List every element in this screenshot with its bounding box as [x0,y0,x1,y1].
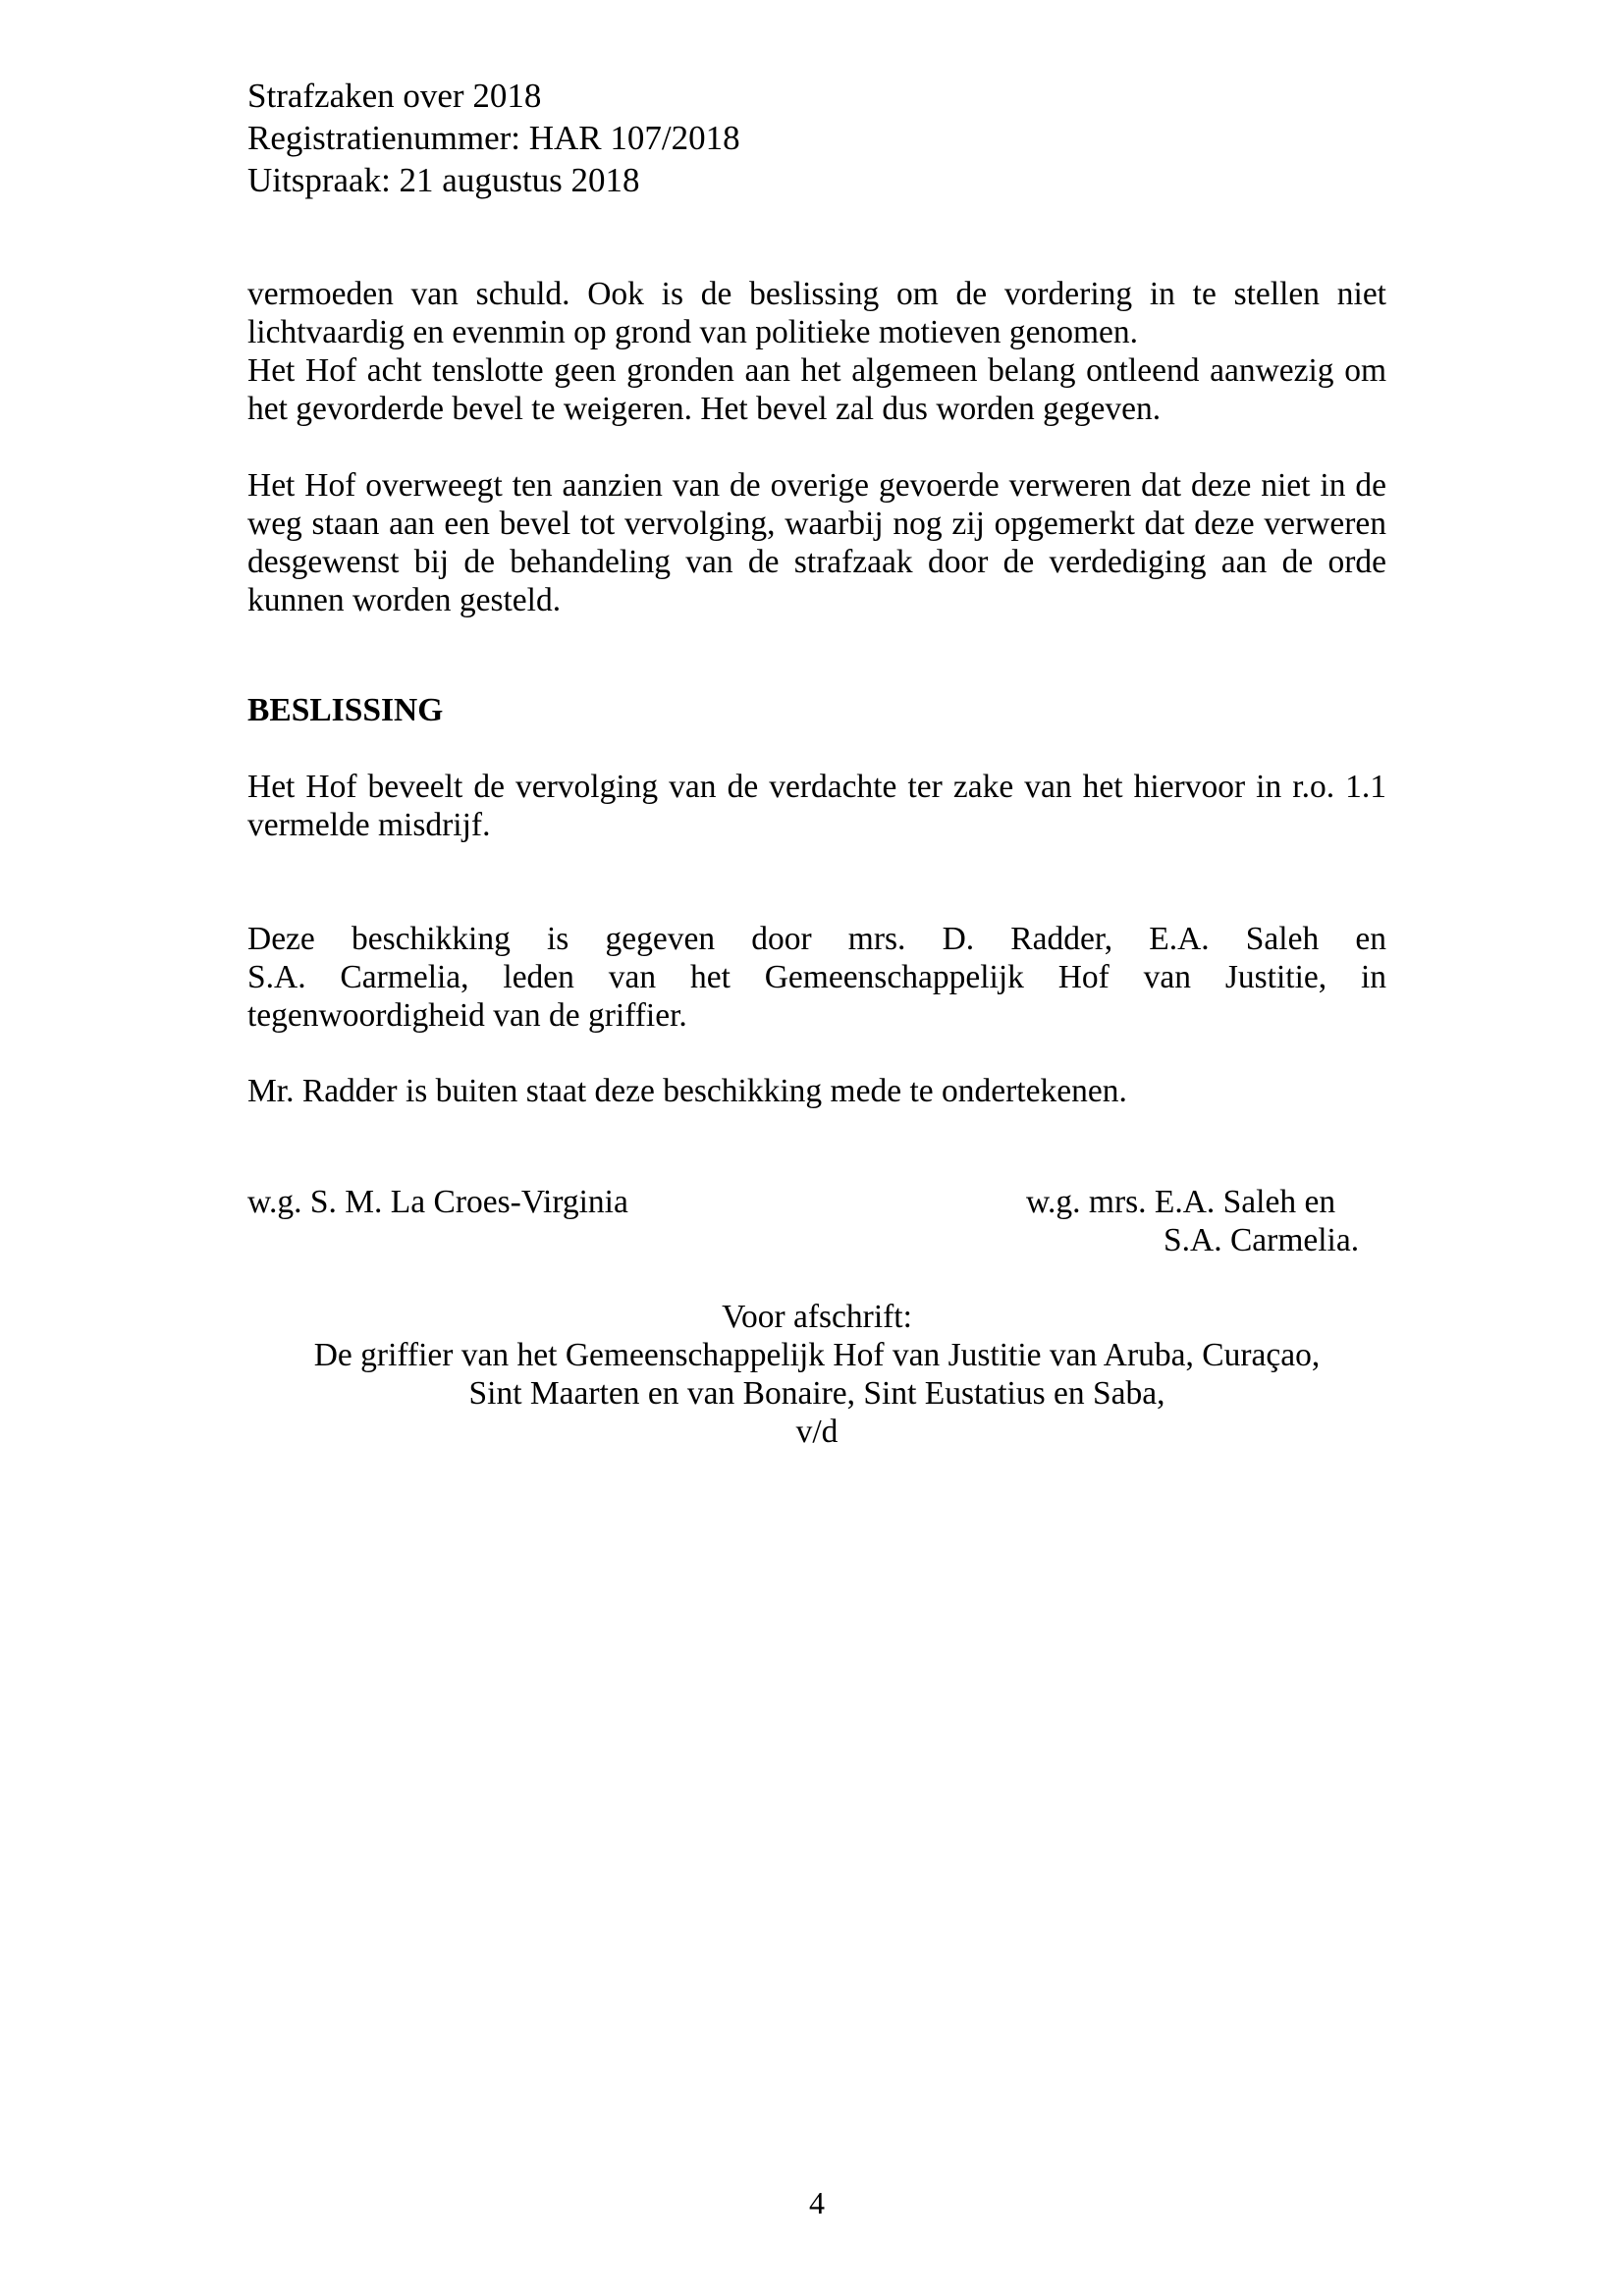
document-header [247,75,740,201]
paragraph-line: het gevorderde bevel te weigeren. Het bevel zal dus worden gegeven. [247,391,1162,427]
header-registration-number: Registratienummer: HAR 107/2018 [247,119,740,157]
paragraph-public-interest [247,351,1386,428]
court-composition [247,920,1386,1035]
page-number: 4 [809,2185,825,2220]
paragraph-line: kunnen worden gesteld. [247,582,562,618]
signing-note [247,1072,1386,1110]
copy-notice-line: Sint Maarten en van Bonaire, Sint Eustatius en Saba, [468,1375,1165,1412]
decision-text [247,768,1386,844]
paragraph-line: tegenwoordigheid van de griffier. [247,997,687,1034]
paragraph-line: Deze beschikking is gegeven door mrs. D. Radder, E.A. Saleh en [247,921,1386,957]
copy-notice-line: v/d [795,1414,839,1450]
paragraph-line: Het Hof acht tenslotte geen gronden aan het algemeen belang ontleend aanwezig om [247,352,1386,389]
copy-notice-line: De griffier van het Gemeenschappelijk Hof van Justitie van Aruba, Curaçao, [313,1337,1321,1373]
signature-line: w.g. mrs. E.A. Saleh en [1026,1184,1336,1220]
paragraph-line: vermelde misdrijf. [247,807,491,843]
paragraph-suspicion [247,275,1386,351]
clerk-signature: w.g. S. M. La Croes-Virginia [247,1184,628,1220]
copy-notice [247,1298,1386,1451]
signature-line: S.A. Carmelia. [1164,1222,1360,1258]
paragraph-line: vermoeden van schuld. Ook is de beslissing om de vordering in te stellen niet [247,276,1386,312]
paragraph-line: lichtvaardig en evenmin op grond van politieke motieven genomen. [247,314,1139,350]
paragraph-line: S.A. Carmelia, leden van het Gemeenschappelijk Hof van Justitie, in [247,959,1386,995]
header-ruling-date: Uitspraak: 21 augustus 2018 [247,161,640,199]
paragraph-line: weg staan aan een bevel tot vervolging, waarbij nog zij opgemerkt dat deze verweren [247,506,1386,542]
copy-notice-title: Voor afschrift: [722,1299,912,1335]
paragraph-defenses [247,466,1386,619]
paragraph-line: desgewenst bij de behandeling van de strafzaak door de verdediging aan de orde [247,544,1386,580]
paragraph-line: Het Hof beveelt de vervolging van de verdachte ter zake van het hiervoor in r.o. 1.1 [247,769,1386,805]
decision-heading: BESLISSING [247,692,444,728]
header-case-type: Strafzaken over 2018 [247,77,542,115]
judges-signature [1026,1183,1359,1259]
paragraph-line: Het Hof overweegt ten aanzien van de overige gevoerde verweren dat deze niet in de [247,467,1386,504]
paragraph-line: Mr. Radder is buiten staat deze beschikking mede te ondertekenen. [247,1073,1127,1109]
